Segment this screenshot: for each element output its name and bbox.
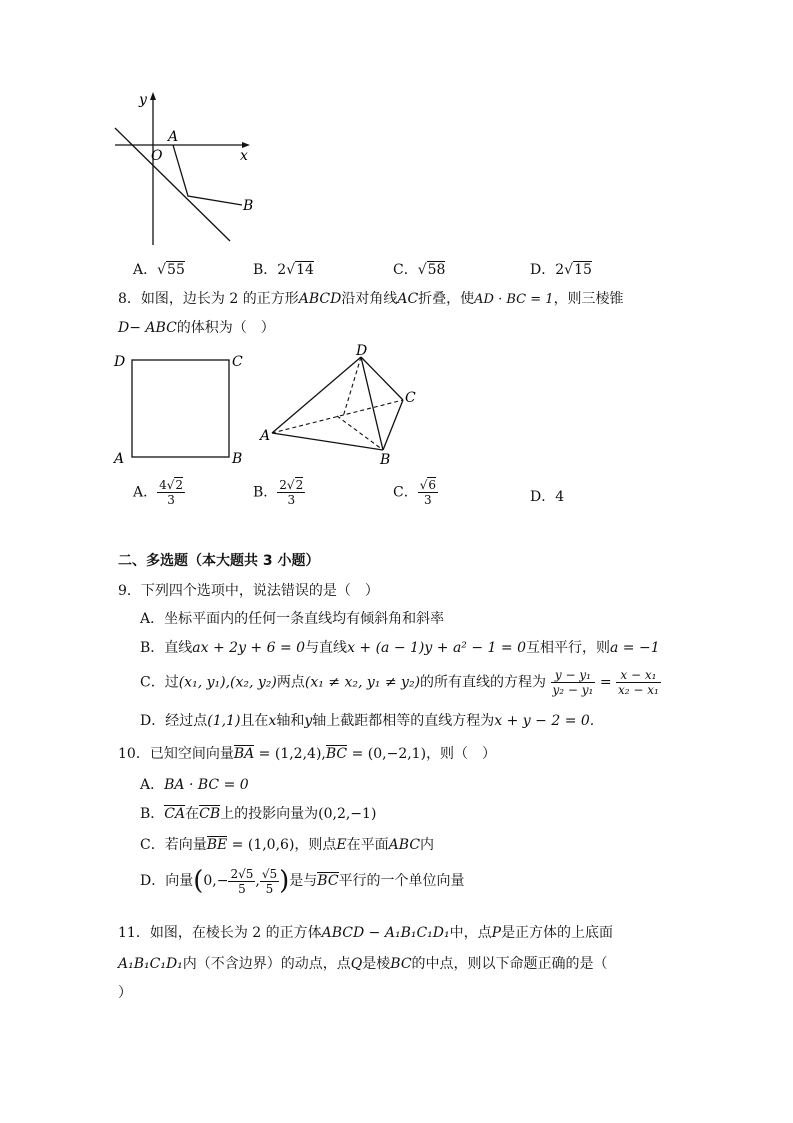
edge-bc — [383, 400, 403, 450]
q7-coordinate-figure — [105, 88, 275, 253]
square-abcd — [132, 360, 229, 457]
square-label-d: D — [114, 354, 126, 370]
square-label-c: C — [232, 354, 243, 370]
q7-option-a[interactable]: A．√55 — [133, 262, 185, 278]
y-axis-arrow — [150, 92, 156, 100]
q8-pyramid-figure — [255, 340, 425, 468]
section-heading: 二、多选题（本大题共 3 小题） — [118, 553, 320, 569]
q11-stem-line1: 11．如图，在棱长为 2 的正方体ABCD − A₁B₁C₁D₁中，点P是正方体的上底面 — [118, 925, 614, 941]
y-label: y — [139, 92, 147, 108]
q10-option-d[interactable]: D．向量(0,− $\frac{2√5}{5}$ , $\frac{√5}{5}$ )是与BC平行的一个单位向量 — [140, 866, 465, 896]
q9-option-d[interactable]: D．经过点(1,1)且在x轴和y轴上截距都相等的直线方程为x + y − 2 = 0. — [140, 713, 595, 729]
edge-ab — [272, 433, 383, 450]
q9-option-c[interactable]: C．过(x₁, y₁),(x₂, y₂)两点(x₁ ≠ x₂, y₁ ≠ y₂)的所有直线的方程为 $\frac{\text{y − y₁}}{\text{y₂ − y₁}}$ = $\frac{\text{x − x₁}}{\text{x₂ − x₁}}$ — [140, 668, 659, 697]
q9-option-b[interactable]: B．直线ax + 2y + 6 = 0与直线x + (a − 1)y + a² − 1 = 0互相平行，则a = −1 — [140, 640, 660, 656]
pyramid-label-a: A — [260, 428, 271, 444]
q8-option-d[interactable]: D．4 — [530, 489, 565, 505]
origin-label: O — [151, 148, 163, 164]
q9-option-a[interactable]: A．坐标平面内的任何一条直线均有倾斜角和斜率 — [140, 611, 445, 627]
square-label-a: A — [114, 451, 125, 467]
q8-option-a[interactable]: A． $\frac{4√2}{3}$ — [133, 478, 184, 507]
q10-option-c[interactable]: C．若向量BE = (1,0,6)，则点E在平面ABC内 — [140, 837, 435, 853]
q10-stem: 10．已知空间向量BA = (1,2,4),BC = (0,−2,1)，则（ ） — [118, 746, 497, 762]
q10-option-b[interactable]: B．CA在CB上的投影向量为(0,2,−1) — [140, 806, 377, 822]
edge-dc — [361, 357, 403, 400]
q10-option-a[interactable]: A．BA · BC = 0 — [140, 777, 249, 793]
q8-stem-line1: 8．如图，边长为 2 的正方形ABCD沿对角线AC折叠，使AD · BC = 1，则三棱锥 — [118, 291, 624, 307]
q9-stem: 9．下列四个选项中，说法错误的是（ ） — [118, 583, 379, 599]
q8-stem-line2: D− ABC的体积为（ ） — [118, 320, 275, 336]
point-b-label: B — [243, 198, 254, 214]
edge-db — [361, 357, 383, 450]
q8-option-c[interactable]: C． $\frac{√6}{3}$ — [393, 478, 437, 507]
q11-stem-line3: ） — [118, 985, 132, 1001]
pyramid-label-b: B — [380, 452, 391, 468]
q7-option-d[interactable]: D．2√15 — [530, 262, 592, 278]
x-label: x — [240, 148, 248, 164]
pyramid-label-c: C — [405, 390, 416, 406]
height-line — [343, 357, 361, 417]
q11-stem-line2: A₁B₁C₁D₁内（不含边界）的动点，点Q是棱BC的中点，则以下命题正确的是（ — [118, 956, 608, 972]
square-label-b: B — [232, 451, 243, 467]
q7-option-c[interactable]: C．√58 — [393, 262, 446, 278]
point-a-label: A — [168, 129, 179, 145]
q7-option-b[interactable]: B．2√14 — [253, 262, 314, 278]
pyramid-label-d: D — [356, 343, 368, 359]
q8-square-figure — [110, 348, 250, 468]
q8-option-b[interactable]: B． $\frac{2√2}{3}$ — [253, 478, 304, 507]
